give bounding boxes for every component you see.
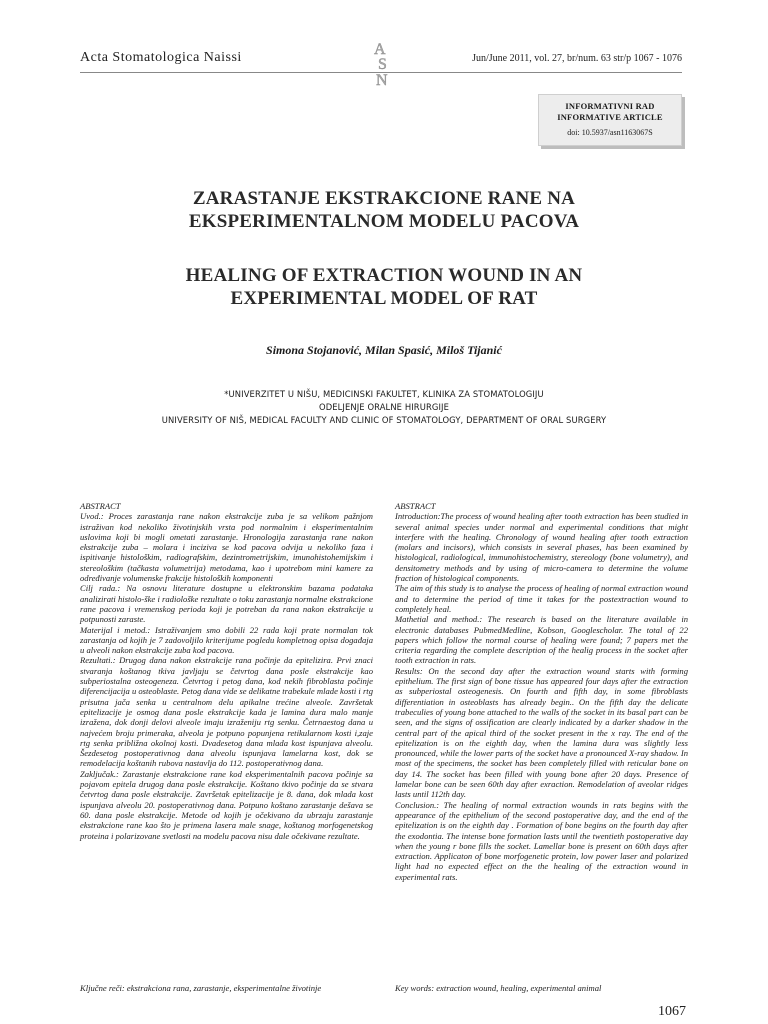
abstract-paragraph: Uvod.: Proces zarastanja rane nakon ekstrakcije zuba je sa velikom pažnjom istraživan kod nekoliko životinjskih vrsta pod normalnim i eksperimentalnim uslovima koji bi mogli ometati zarastanje. Hronologija zarastanja rane nakon ekstrakcije zuba – molara i inciziva se kod pacova odvija u nekoliko faza i ispitivanje histološkim, radiografskim, dezintrometrijskim, imunohistohemijskim i stereološkim (tačkasta volumetrija) metodama, kao i upotrebom mini kamere za određivanje volumenske frakcije histoloških komponenti [80, 511, 373, 584]
abstract-paragraph: Rezultati.: Drugog dana nakon ekstrakcije rana počinje da epitelizira. Prvi znaci stvaranja koštanog tkiva javljaju se četvrtog dana posle ekstrakcije kao subperiostalna osteogeneza. Četvrtog i petog dana, kod nekih fibroblasta počinje diferencijacija u osteoblaste. Petog dana vide se delikatne trabekule mlade kosti i rtg prisutna jača senka u centralnom delu apikalne trećine alveole. Završetak epitelizacije je osmog dana posle ekstrakcije kada je lamina dura malo manje izražena, dok donji delovi alveole imaju izraženiju rtg senku. Četrnaestog dana u najvećem broju primeraka, alveola je potpuno popunjena retikularnom kosti i,zaje rtg senka približna okolnoj kosti. Dvadesetog dana mlada kost ispunjava alveolu. Šezdesetog postoperativnog dana alveolu ispunjava lamelarna kost, dok se remodelacija koštanih rubova nastavlja do 112. postoperativnog dana. [80, 655, 373, 769]
affiliation-line: UNIVERSITY OF NIŠ, MEDICAL FACULTY AND CLINIC OF STOMATOLOGY, DEPARTMENT OF ORAL SURGERY [161, 415, 607, 425]
abstract-heading: ABSTRACT [395, 501, 436, 511]
doi: doi: 10.5937/asn1163067S [567, 128, 653, 137]
authors: Simona Stojanović, Milan Spasić, Miloš Tijanić [266, 343, 502, 357]
keywords-serbian: Ključne reči: ekstrakciona rana, zarastanje, eksperimentalne životinje [80, 983, 322, 993]
article-type-en: INFORMATIVE ARTICLE [557, 112, 663, 122]
journal-name: Acta Stomatologica Naissi [80, 50, 242, 65]
abstract-paragraph: Zaključak.: Zarastanje ekstrakcione rane kod eksperimentalnih pacova počinje sa pojavom epitela drugog dana posle ekstrakcije. Koštano tkivo počinje da se stvara četvrtog dana posle ekstrakcije. Završetak epitelizacije je 8. dana, dok mlada kost ispunjava alveolu 20. postoperativnog dana. Potpuno koštano zarastanje dešava se 60. dana posle ekstrakcije. Metode od kojih je očekivano da ubrzaju zarastanje ekstrakcione rane kao što je primena lasera male snage, koštanog morfogenetskog proteina i polarizovane svetlosti na modelu pacova nisu dale očekivane rezultate. [80, 768, 373, 841]
abstract-paragraph: Cilj rada.: Na osnovu literature dostupne u elektronskim bazama podataka analizirati histolo-ške i radiološke rezultate o toku zarastanja normalne ekstrakcione rane pacova i vremenskog perioda koji je potreban da rana nakon ekstrakcije u potpunosti zaraste. [80, 583, 373, 625]
title-english-line: HEALING OF EXTRACTION WOUND IN AN [185, 265, 583, 286]
title-english [100, 264, 668, 310]
title-serbian-line: ZARASTANJE EKSTRAKCIONE RANE NA [192, 188, 576, 209]
title-serbian-line: EKSPERIMENTALNOM MODELU PACOVA [188, 211, 580, 232]
header-divider [80, 72, 682, 73]
running-header [80, 41, 682, 88]
issue-info: Jun/June 2011, vol. 27, br/num. 63 str/p 1067 - 1076 [472, 53, 682, 64]
abstract-serbian [80, 501, 373, 841]
title-english-line: EXPERIMENTAL MODEL OF RAT [230, 288, 538, 309]
logo-letter-a: A [374, 41, 386, 58]
title-serbian [100, 187, 668, 233]
abstract-paragraph: Introduction:The process of wound healing after tooth extraction has been studied in several animal species under normal and experimental conditions that might interfere with the healing. Chronology of wound healing after tooth extraction (molars and incisors), which consists in several phases, has been examined by histological, radiological, immunohistochemistry, stereology (bone volumetry), and densitometry methods and by using of micro-camera to determine the volume fraction of histological components. [395, 511, 688, 584]
abstract-paragraph: Results: On the second day after the extraction wound starts with forming epithelium. The first sign of bone tissue has appeared four days after the extraction as subperiostal osteogenesis. On fourth and fifth day, in some fibroblasts differentiation in osteoblasts has already begin.. On the fifth day the delicate trabeculies of young bone attached to the walls of the socket in its basal part can be seen, and the signs of ossification are clearly indicated by a darker shadow in the central part of the apical third of the socket present in the x ray. The end of the epitelization is on the eighth day, when the lamina dura was slightly less pronounced, while the lower parts of the socket have a pronounced X-ray shadow. In most of the specimens, the socket has been completely filled with reticular bone on day 14. The socket has been filled with young bone after 20 days. Presence of lamelar bone can be seen 60th day after exraction. Remodelation of aveolar ridges lasts until 112th day. [395, 665, 688, 800]
article-type-box [538, 94, 682, 146]
abstract-heading: ABSTRACT [80, 501, 121, 511]
abstract-paragraph: The aim of this study is to analyse the process of healing of normal extraction wound and to determine the period of time it takes for the postextraction wound to completely heal. [395, 583, 688, 614]
journal-logo-icon [368, 38, 398, 88]
abstract-paragraph: Mathetial and method.: The research is based on the literature available in electronic databases PubmedMedline, Kobson, Googlescholar. The total of 22 papers which follow the normal course of healing were found; 7 papers met the criteria regarding the complete description of the healig process in the socket after tooth extraction in rats. [395, 614, 688, 666]
logo-letter-s: S [378, 56, 387, 73]
abstract-english [395, 501, 688, 882]
affiliation-line: *UNIVERZITET U NIŠU, MEDICINSKI FAKULTET, KLINIKA ZA STOMATOLOGIJU [224, 389, 544, 399]
page-number: 1067 [658, 1004, 686, 1019]
logo-letter-n: N [376, 72, 388, 88]
keywords-english: Key words: extraction wound, healing, experimental animal [395, 983, 602, 993]
affiliation-line: ODELJENJE ORALNE HIRURGIJE [319, 402, 449, 412]
abstract-paragraph: Materijal i metod.: Istraživanjem smo dobili 22 rada koji prate normalan tok zarastanja od kojih je 7 zadovoljilo kriterijume pogledu kompletnog opisa događaja u alveoli nakon ekstrakcije zuba kod pacova. [80, 624, 373, 656]
abstract-paragraph: Conclusion.: The healing of normal extraction wounds in rats begins with the appearance of the epithelium of the second postoperative day, and the end of the epitelization is on the eighth day . Formation of bone begins on the fourth day after the exodontia. The intense bone formation lasts until the twentieth postoperative day when the young r bone fills the socket. Lamellar bone is present on 60th days after extraction. Applicaton of bone morfogenetic protein, low power laser and polarized light had no expected effect on the the healing of the extraction wound in experimental rats. [395, 799, 688, 882]
article-type-sr: INFORMATIVNI RAD [565, 101, 655, 111]
